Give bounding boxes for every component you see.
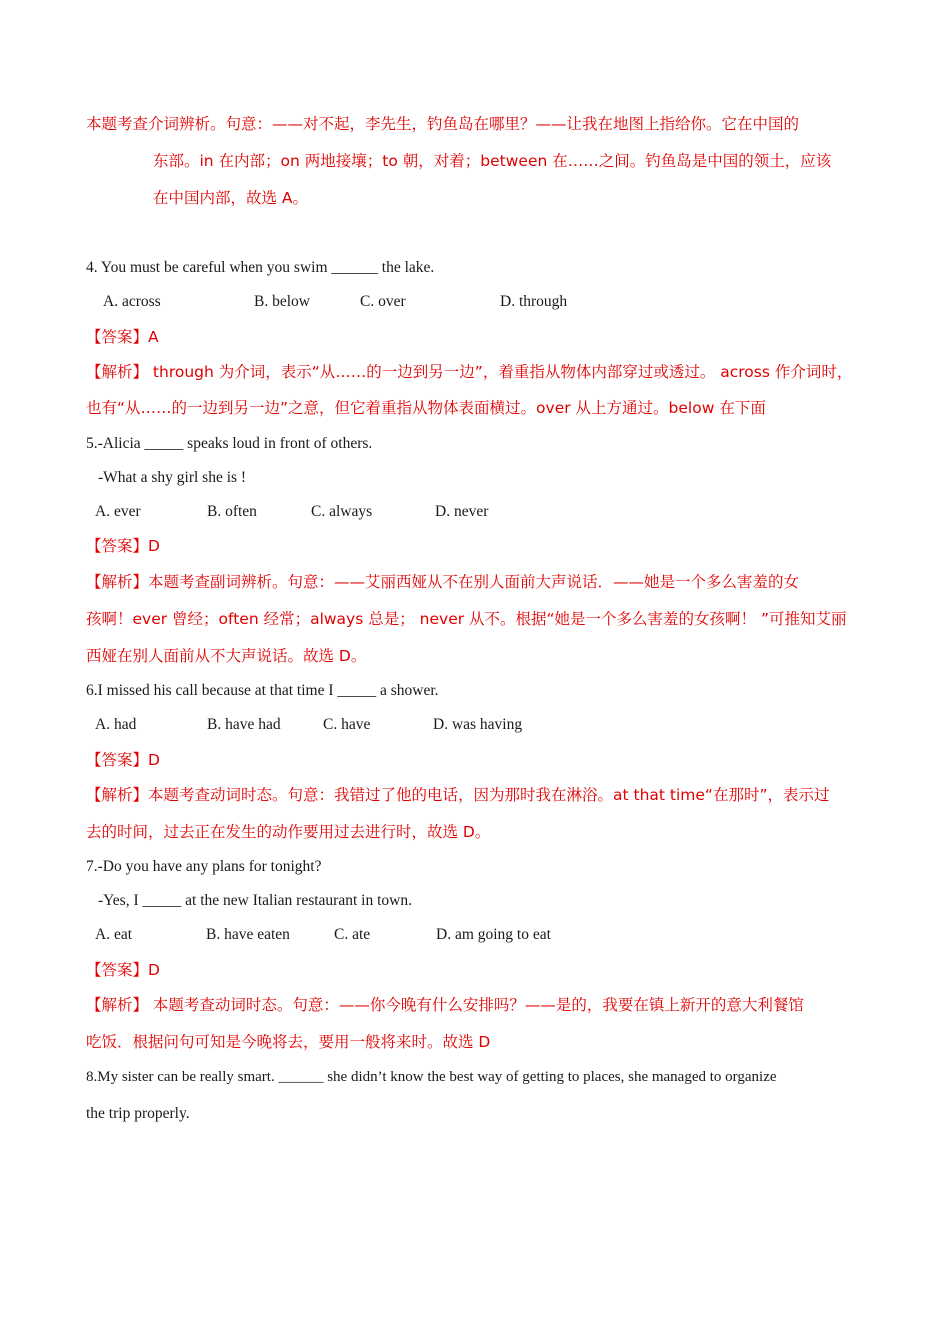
q7-answer: 【答案】D <box>86 961 160 979</box>
question-8-line-2: the trip properly. <box>86 1105 190 1122</box>
q7-option-c: C. ate <box>334 926 371 943</box>
question-5: 5.-Alicia _____ speaks loud in front of others. <box>86 435 373 452</box>
q7-option-a: A. eat <box>95 926 133 943</box>
q5-reply: -What a shy girl she is ! <box>98 469 247 486</box>
q5-analysis-line-1: 【解析】本题考查副词辨析。句意：——艾丽西娅从不在别人面前大声说话．——她是一个多么害羞的女 <box>86 573 800 591</box>
intro-analysis-line-2: 东部。in 在内部；on 两地接壤；to 朝，对着；between 在……之间。钓鱼岛是中国的领土，应该 <box>153 152 832 170</box>
q6-answer: 【答案】D <box>86 751 160 769</box>
q7-reply: -Yes, I _____ at the new Italian restaurant in town. <box>98 892 412 909</box>
q4-analysis-line-1: 【解析】 through 为介词，表示“从……的一边到另一边”，着重指从物体内部穿过或透过。 across 作介词时， <box>86 363 853 381</box>
question-7: 7.-Do you have any plans for tonight? <box>86 858 322 875</box>
q5-answer: 【答案】D <box>86 537 160 555</box>
question-4: 4. You must be careful when you swim ______ the lake. <box>86 259 435 276</box>
intro-analysis-line-1: 本题考查介词辨析。句意：——对不起，李先生，钓鱼岛在哪里？——让我在地图上指给你。它在中国的 <box>86 115 800 133</box>
q6-option-a: A. had <box>95 716 137 733</box>
q5-option-d: D. never <box>435 503 489 520</box>
q6-analysis-line-2: 去的时间，过去正在发生的动作要用过去进行时，故选 D。 <box>86 823 491 841</box>
q6-option-d: D. was having <box>433 716 523 733</box>
q4-option-d: D. through <box>500 293 568 310</box>
q5-analysis-line-2: 孩啊！ever 曾经；often 经常；always 总是； never 从不。根据“她是一个多么害羞的女孩啊！ ”可推知艾丽 <box>86 610 847 628</box>
q5-option-a: A. ever <box>95 503 141 520</box>
q4-option-b: B. below <box>254 293 310 310</box>
q7-analysis-line-1: 【解析】 本题考查动词时态。句意：——你今晚有什么安排吗？——是的，我要在镇上新开的意大利餐馆 <box>86 996 804 1014</box>
question-8-line-1: 8.My sister can be really smart. ______ she didn’t know the best way of getting to places, she managed to organize <box>86 1069 777 1085</box>
q7-analysis-line-2: 吃饭．根据问句可知是今晚将去，要用一般将来时。故选 D <box>86 1033 491 1051</box>
q4-option-a: A. across <box>103 293 161 310</box>
q4-analysis-line-2: 也有“从……的一边到另一边”之意，但它着重指从物体表面横过。over 从上方通过。below 在下面 <box>86 399 766 417</box>
question-6: 6.I missed his call because at that time I _____ a shower. <box>86 682 439 699</box>
q6-option-b: B. have had <box>207 716 281 733</box>
q6-option-c: C. have <box>323 716 371 733</box>
q7-option-d: D. am going to eat <box>436 926 551 943</box>
q5-analysis-line-3: 西娅在别人面前从不大声说话。故选 D。 <box>86 647 367 665</box>
q5-option-b: B. often <box>207 503 257 520</box>
q6-analysis-line-1: 【解析】本题考查动词时态。句意：我错过了他的电话，因为那时我在淋浴。at that time“在那时”，表示过 <box>86 786 830 804</box>
q4-answer: 【答案】A <box>86 328 159 346</box>
intro-analysis-line-3: 在中国内部，故选 A。 <box>153 189 309 207</box>
q7-option-b: B. have eaten <box>206 926 290 943</box>
q4-option-c: C. over <box>360 293 406 310</box>
q5-option-c: C. always <box>311 503 373 520</box>
